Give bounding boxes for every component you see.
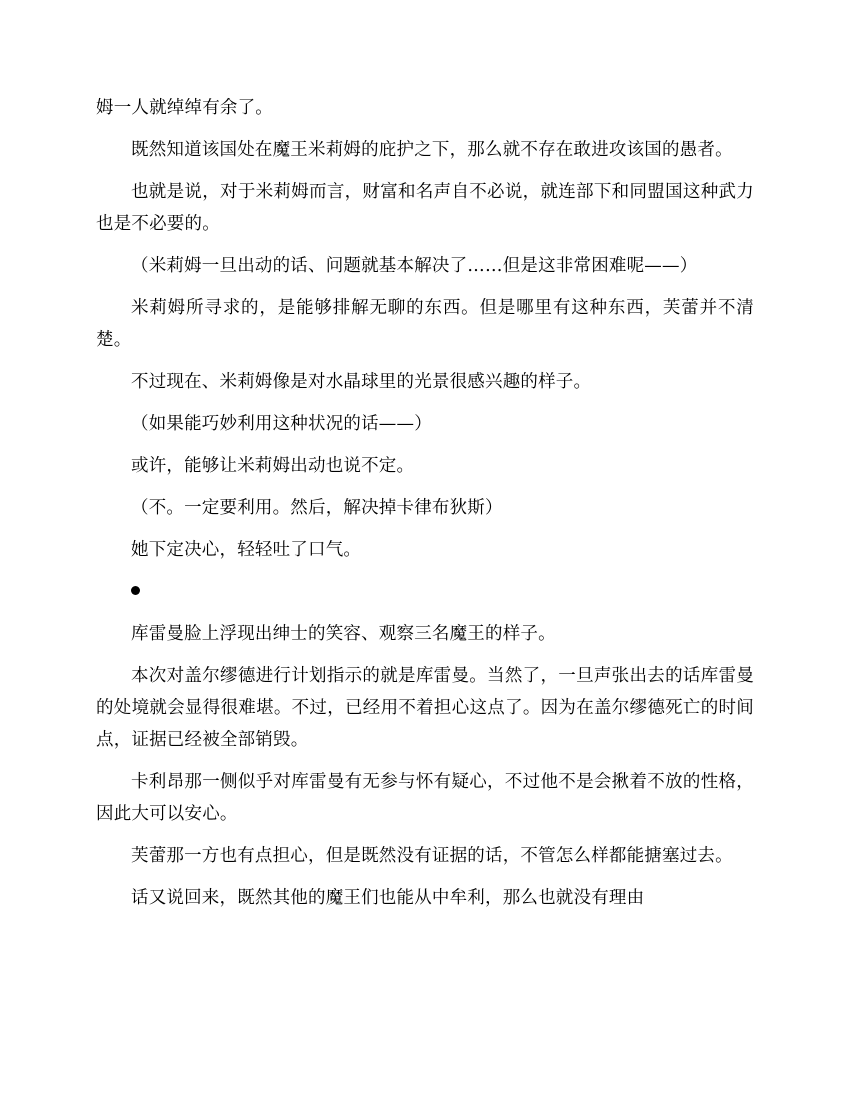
paragraph: （不。一定要利用。然后，解决掉卡律布狄斯） [131,498,503,518]
paragraph: 既然知道该国处在魔王米莉姆的庇护之下，那么就不存在敢进攻该国的愚者。 [131,140,733,160]
paragraph: 她下定决心，轻轻吐了口气。 [131,540,362,560]
bullet-separator [96,576,754,608]
paragraph: 卡利昂那一侧似乎对库雷曼有无参与怀有疑心，不过他不是会揪着不放的性格，因此大可以安心。 [96,772,754,824]
paragraph: 也就是说，对于米莉姆而言，财富和名声自不必说，就连部下和同盟国这种武力也是不必要的。 [96,182,754,234]
paragraph: 不过现在、米莉姆像是对水晶球里的光景很感兴趣的样子。 [131,372,592,392]
paragraph: 米莉姆所寻求的，是能够排解无聊的东西。但是哪里有这种东西，芙蕾并不清楚。 [96,298,754,350]
paragraph: 库雷曼脸上浮现出绅士的笑容、观察三名魔王的样子。 [131,624,556,644]
paragraph: 或许，能够让米莉姆出动也说不定。 [131,456,415,476]
paragraph: 姆一人就绰绰有余了。 [96,98,273,118]
paragraph: 本次对盖尔缪德进行计划指示的就是库雷曼。当然了，一旦声张出去的话库雷曼的处境就会显得很难堪。不过，已经用不着担心这点了。因为在盖尔缪德死亡的时间点，证据已经被全部销毁。 [96,666,754,750]
paragraph: 芙蕾那一方也有点担心，但是既然没有证据的话，不管怎么样都能搪塞过去。 [131,846,733,866]
bullet-dot-icon [131,586,140,595]
paragraph: （米莉姆一旦出动的话、问题就基本解决了……但是这非常困难呢——） [131,256,698,276]
paragraph: 话又说回来，既然其他的魔王们也能从中牟利，那么也就没有理由 [131,888,645,908]
document-body [96,92,754,914]
paragraph: （如果能巧妙利用这种状况的话——） [131,414,432,434]
